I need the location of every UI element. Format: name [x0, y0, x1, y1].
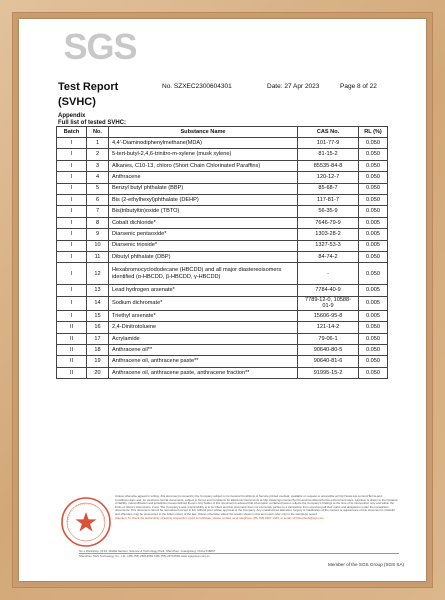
number-cell: 3	[87, 160, 109, 171]
table-row	[57, 160, 388, 171]
number-cell: 4	[87, 172, 109, 183]
number-cell: 18	[87, 345, 109, 356]
batch-cell: I	[57, 194, 87, 205]
rl-cell: 0.050	[359, 172, 388, 183]
table-row	[57, 194, 388, 205]
batch-cell: I	[57, 251, 87, 262]
table-row	[57, 333, 388, 344]
substance-cell: Anthracene	[109, 172, 298, 183]
number-cell: 2	[87, 149, 109, 160]
rl-cell: 0.005	[359, 217, 388, 228]
substance-cell: Cobalt dichloride*	[109, 217, 298, 228]
rl-cell: 0.050	[359, 367, 388, 378]
substance-cell: Sodium dichromate*	[109, 296, 298, 310]
rl-cell: 0.050	[359, 251, 388, 262]
red-company-seal	[59, 495, 113, 549]
rl-cell: 0.005	[359, 240, 388, 251]
batch-cell: II	[57, 322, 87, 333]
header-no: No.	[87, 127, 109, 138]
cas-cell: 90640-80-5	[298, 345, 359, 356]
substance-cell: Alkanes, C10-13, chloro (Short Chain Chlorinated Paraffins)	[109, 160, 298, 171]
document-page	[19, 19, 426, 581]
table-row	[57, 356, 388, 367]
rl-cell: 0.050	[359, 160, 388, 171]
batch-cell: I	[57, 183, 87, 194]
substance-cell: Benzyl butyl phthalate (BBP)	[109, 183, 298, 194]
rl-cell: 0.050	[359, 333, 388, 344]
number-cell: 16	[87, 322, 109, 333]
cas-cell: 7789-12-0, 10588-01-9	[298, 296, 359, 310]
substance-cell: Triethyl arsenate*	[109, 310, 298, 321]
number-cell: 19	[87, 356, 109, 367]
table-row	[57, 367, 388, 378]
table-header-row	[57, 127, 388, 138]
table-row	[57, 240, 388, 251]
substance-cell: 4,4'-Diaminodiphenylmethane(MDA)	[109, 138, 298, 149]
table-row	[57, 296, 388, 310]
number-cell: 17	[87, 333, 109, 344]
cas-cell: 81-15-2	[298, 149, 359, 160]
substance-cell: Anthracene oil, anthracene paste**	[109, 356, 298, 367]
batch-cell: I	[57, 138, 87, 149]
cas-cell: 85-68-7	[298, 183, 359, 194]
cas-cell: 101-77-9	[298, 138, 359, 149]
report-title: Test Report	[58, 81, 119, 93]
substance-cell: Hexabromocyclododecane (HBCDD) and all major diastereoisomers identified (α-HBCDD, β-HBCDD, γ-HBCDD)	[109, 263, 298, 285]
cas-cell: 7784-40-9	[298, 285, 359, 296]
rl-cell: 0.050	[359, 263, 388, 285]
number-cell: 9	[87, 229, 109, 240]
cas-cell: 90640-81-6	[298, 356, 359, 367]
cas-cell: 91995-15-2	[298, 367, 359, 378]
header-cas: CAS No.	[298, 127, 359, 138]
cas-cell: 121-14-2	[298, 322, 359, 333]
svhc-table	[56, 126, 388, 379]
report-subtitle: (SVHC)	[58, 96, 96, 108]
header-batch: Batch	[57, 127, 87, 138]
cas-cell: 79-06-1	[298, 333, 359, 344]
rl-cell: 0.050	[359, 149, 388, 160]
substance-cell: Diarsenic trioxide*	[109, 240, 298, 251]
footer-disclaimer	[115, 495, 400, 520]
table-row	[57, 322, 388, 333]
attention-text: Attention: To check the authenticity of testing /inspection report & certificate, please contact us at telephone: (86-755) 8307 1443, or email: CN.Doccheck@sgs.com	[115, 515, 324, 520]
cas-cell: 117-81-7	[298, 194, 359, 205]
address-line-1: No.1 Workshop, M-10, Middle Section, Science & Technology Park, Shenzhen, Guangdong, China 518057	[79, 549, 216, 553]
table-row	[57, 310, 388, 321]
header-substance: Substance Name	[109, 127, 298, 138]
batch-cell: I	[57, 310, 87, 321]
table-row	[57, 183, 388, 194]
number-cell: 1	[87, 138, 109, 149]
substance-cell: Diarsenic pentaoxide*	[109, 229, 298, 240]
rl-cell: 0.050	[359, 138, 388, 149]
table-row	[57, 172, 388, 183]
batch-cell: I	[57, 206, 87, 217]
batch-cell: I	[57, 149, 87, 160]
number-cell: 20	[87, 367, 109, 378]
substance-cell: 5-tert-butyl-2,4,6-trinitro-m-xylene (musk xylene)	[109, 149, 298, 160]
rl-cell: 0.005	[359, 229, 388, 240]
rl-cell: 0.050	[359, 322, 388, 333]
batch-cell: I	[57, 296, 87, 310]
number-cell: 6	[87, 194, 109, 205]
batch-cell: II	[57, 356, 87, 367]
batch-cell: I	[57, 160, 87, 171]
cas-cell: 15606-95-8	[298, 310, 359, 321]
rl-cell: 0.050	[359, 345, 388, 356]
substance-cell: 2,4-Dinitrotoluene	[109, 322, 298, 333]
cas-cell: 1327-53-3	[298, 240, 359, 251]
header-rl: RL (%)	[359, 127, 388, 138]
address-line-2: Shenzhen SGS Technology Co., Ltd. t (86-755) 26012053 f (86-755) 26710594 www.sgsgroup.com.cn	[79, 554, 210, 558]
cas-cell: 85535-84-8	[298, 160, 359, 171]
cas-cell: -	[298, 263, 359, 285]
sgs-logo	[60, 27, 140, 67]
rl-cell: 0.005	[359, 285, 388, 296]
number-cell: 10	[87, 240, 109, 251]
sgs-logo-text: SGS	[63, 26, 137, 67]
number-cell: 7	[87, 206, 109, 217]
batch-cell: I	[57, 229, 87, 240]
table-row	[57, 285, 388, 296]
rl-cell: 0.050	[359, 194, 388, 205]
cas-cell: 56-35-9	[298, 206, 359, 217]
appendix-label: Appendix	[58, 113, 86, 119]
batch-cell: II	[57, 333, 87, 344]
table-row	[57, 229, 388, 240]
table-row	[57, 138, 388, 149]
batch-cell: I	[57, 285, 87, 296]
table-row	[57, 251, 388, 262]
number-cell: 12	[87, 263, 109, 285]
member-text: Member of the SGS Group (SGS SA)	[328, 562, 405, 567]
substance-cell: Dibutyl phthalate (DBP)	[109, 251, 298, 262]
cas-cell: 7646-79-9	[298, 217, 359, 228]
batch-cell: I	[57, 263, 87, 285]
rl-cell: 0.050	[359, 206, 388, 217]
substance-cell: Bis(tributyltin)oxide (TBTO)	[109, 206, 298, 217]
table-body	[57, 138, 388, 379]
number-cell: 15	[87, 310, 109, 321]
number-cell: 5	[87, 183, 109, 194]
disclaimer-text: Unless otherwise agreed in writing, this document is issued by the Company subject to its General Conditions of Service printed overleaf, available on request or accessible at http://www.sgs.com/en/Terms-and-Conditions.aspx and, for electronic format documents, subject to Terms and Conditions for Electronic Documents at http://www.sgs.com/en/Terms-and-Conditions/Terms-e-Document.aspx. Attention is drawn to the limitation of liability, indemnification and jurisdiction issues defined therein. Any holder of this document is advised that information contained hereon reflects the Company's findings at the time of its intervention only and within the limits of Client's instructions, if any. The Company's sole responsibility is to its Client and this document does not exonerate parties to a transaction from exercising all their rights and obligations under the transaction documents. This document cannot be reproduced except in full, without prior written approval of the Company. Any unauthorized alteration, forgery or falsification of the content or appearance of this document is unlawful and offenders may be prosecuted to the fullest extent of the law. Unless otherwise stated the results shown in this test report refer only to the sample(s) tested.	[115, 494, 399, 516]
table-row	[57, 206, 388, 217]
rl-cell: 0.050	[359, 356, 388, 367]
batch-cell: II	[57, 367, 87, 378]
substance-cell: Anthracene oil**	[109, 345, 298, 356]
batch-cell: I	[57, 217, 87, 228]
batch-cell: I	[57, 172, 87, 183]
seal-icon	[59, 495, 113, 549]
batch-cell: II	[57, 345, 87, 356]
substance-cell: Lead hydrogen arsenate*	[109, 285, 298, 296]
substance-cell: Bis (2-ethylhexyl)phthalate (DEHP)	[109, 194, 298, 205]
table-row	[57, 263, 388, 285]
rl-cell: 0.050	[359, 183, 388, 194]
cas-cell: 84-74-2	[298, 251, 359, 262]
report-number: No. SZXEC2300604301	[162, 83, 232, 90]
substance-cell: Acrylamide	[109, 333, 298, 344]
table-row	[57, 149, 388, 160]
number-cell: 14	[87, 296, 109, 310]
batch-cell: I	[57, 240, 87, 251]
number-cell: 8	[87, 217, 109, 228]
number-cell: 13	[87, 285, 109, 296]
substance-cell: Anthracene oil, anthracene paste, anthracene fraction**	[109, 367, 298, 378]
full-list-label: Full list of tested SVHC:	[58, 120, 127, 126]
table-row	[57, 217, 388, 228]
rl-cell: 0.005	[359, 296, 388, 310]
cas-cell: 120-12-7	[298, 172, 359, 183]
table-row	[57, 345, 388, 356]
report-date: Date: 27 Apr 2023	[267, 83, 320, 90]
cas-cell: 1303-28-2	[298, 229, 359, 240]
rl-cell: 0.005	[359, 310, 388, 321]
number-cell: 11	[87, 251, 109, 262]
page-number: Page 8 of 22	[340, 83, 377, 90]
